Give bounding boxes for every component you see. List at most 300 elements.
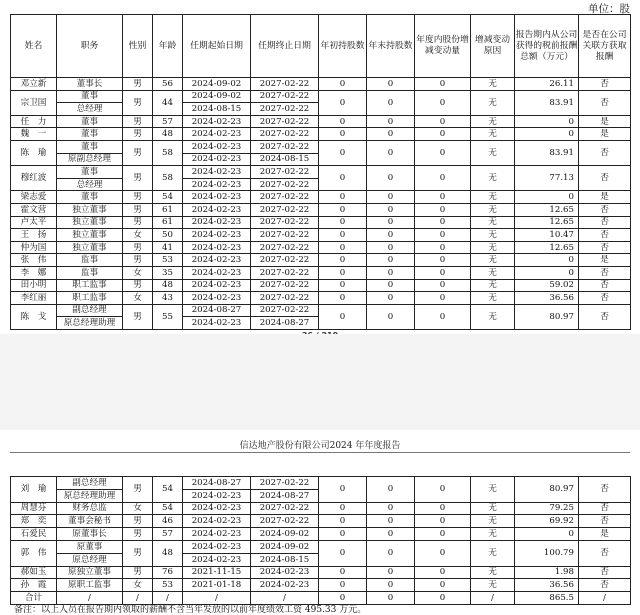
pay-amount-cell: 12.65 <box>515 216 579 229</box>
start-shares-cell: 0 <box>319 304 367 329</box>
pay-amount-cell: 100.79 <box>515 540 579 566</box>
term-start-date: 2024-09-02 <box>183 90 251 103</box>
term-end-date: 2027-02-22 <box>251 216 319 229</box>
person-name: 霍文营 <box>11 203 57 216</box>
role-title: 董事 <box>57 140 123 153</box>
sex-cell: 男 <box>123 254 153 267</box>
share-change-cell: 0 <box>415 128 471 141</box>
age-cell: 46 <box>153 515 183 528</box>
share-change-cell: 0 <box>415 90 471 115</box>
total-start-shares: 0 <box>319 592 367 605</box>
role-title: 监事 <box>57 266 123 279</box>
term-start-date: 2024-08-27 <box>183 304 251 317</box>
term-start-date: 2024-02-23 <box>183 128 251 141</box>
sex-cell: 男 <box>123 515 153 528</box>
change-reason-cell: 无 <box>471 216 515 229</box>
table-row <box>11 292 631 305</box>
table-header-row <box>11 15 631 78</box>
pay-amount-cell: 10.47 <box>515 229 579 242</box>
term-end-date: 2027-02-22 <box>251 304 319 317</box>
change-reason-cell: 无 <box>471 166 515 191</box>
table-row <box>11 540 631 553</box>
start-shares-cell: 0 <box>319 216 367 229</box>
sex-cell: 女 <box>123 502 153 515</box>
footnote: 备注：以上人员在报告期内领取的薪酬不含当年发放的以前年度绩效工资 495.33 万元。 <box>14 605 367 615</box>
term-start-date: 2024-08-15 <box>183 103 251 116</box>
start-shares-cell: 0 <box>319 502 367 515</box>
header-name: 姓名 <box>11 15 57 78</box>
term-end-date: 2024-08-27 <box>251 489 319 502</box>
table-row <box>11 254 631 267</box>
table-row <box>11 241 631 254</box>
table-row <box>11 528 631 541</box>
term-end-date: 2027-02-22 <box>251 279 319 292</box>
change-reason-cell: 无 <box>471 78 515 91</box>
end-shares-cell: 0 <box>367 515 415 528</box>
pay-amount-cell: 36.56 <box>515 579 579 592</box>
role-title: 独立董事 <box>57 229 123 242</box>
start-shares-cell: 0 <box>319 579 367 592</box>
term-end-date: 2027-02-22 <box>251 90 319 103</box>
term-end-date: 2024-09-02 <box>251 540 319 553</box>
role-title: 总经理 <box>57 178 123 191</box>
start-shares-cell: 0 <box>319 292 367 305</box>
header-age: 年龄 <box>153 15 183 78</box>
term-end-date: 2027-02-22 <box>251 78 319 91</box>
age-cell: 41 <box>153 241 183 254</box>
share-change-cell: 0 <box>415 254 471 267</box>
related-pay-cell: 否 <box>579 566 631 579</box>
term-end-date: 2024-08-15 <box>251 153 319 166</box>
header-title: 职务 <box>57 15 123 78</box>
related-pay-cell: 否 <box>579 166 631 191</box>
pay-amount-cell: 83.91 <box>515 90 579 115</box>
end-shares-cell: 0 <box>367 292 415 305</box>
related-pay-cell: 否 <box>579 229 631 242</box>
sex-cell: 男 <box>123 203 153 216</box>
start-shares-cell: 0 <box>319 528 367 541</box>
change-reason-cell: 无 <box>471 502 515 515</box>
share-change-cell: 0 <box>415 203 471 216</box>
unit-label: 单位：股 <box>588 3 630 15</box>
related-pay-cell: 是 <box>579 254 631 267</box>
related-pay-cell: 否 <box>579 216 631 229</box>
change-reason-cell: 无 <box>471 266 515 279</box>
age-cell: 55 <box>153 304 183 329</box>
total-share-change: 0 <box>415 592 471 605</box>
change-reason-cell: 无 <box>471 579 515 592</box>
term-end-date: 2027-02-22 <box>251 103 319 116</box>
start-shares-cell: 0 <box>319 203 367 216</box>
sex-cell: 男 <box>123 140 153 165</box>
table-row <box>11 166 631 179</box>
change-reason-cell: 无 <box>471 566 515 579</box>
table-row <box>11 140 631 153</box>
person-name: 任 力 <box>11 115 57 128</box>
age-cell: 54 <box>153 477 183 503</box>
role-title: 财务总监 <box>57 502 123 515</box>
term-end-date: 2027-02-22 <box>251 140 319 153</box>
header-sex: 性别 <box>123 15 153 78</box>
related-pay-cell: 否 <box>579 140 631 165</box>
change-reason-cell: 无 <box>471 304 515 329</box>
total-term-start-placeholder: / <box>183 592 251 605</box>
related-pay-cell: 否 <box>579 90 631 115</box>
share-change-cell: 0 <box>415 241 471 254</box>
sex-cell: 男 <box>123 477 153 503</box>
pay-amount-cell: 80.97 <box>515 304 579 329</box>
related-pay-cell: 否 <box>579 477 631 503</box>
table-row <box>11 579 631 592</box>
header-term-start: 任期起始日期 <box>183 15 251 78</box>
term-end-date: 2027-02-22 <box>251 292 319 305</box>
role-title: 董事 <box>57 166 123 179</box>
share-change-cell: 0 <box>415 140 471 165</box>
related-pay-cell: 是 <box>579 528 631 541</box>
sex-cell: 男 <box>123 279 153 292</box>
header-end-shares: 年末持股数 <box>367 15 415 78</box>
age-cell: 61 <box>153 203 183 216</box>
header-share-change: 年度内股份增减变动量 <box>415 15 471 78</box>
person-name: 邓立新 <box>11 78 57 91</box>
age-cell: 35 <box>153 266 183 279</box>
related-pay-cell: 是 <box>579 115 631 128</box>
end-shares-cell: 0 <box>367 229 415 242</box>
change-reason-cell: 无 <box>471 191 515 204</box>
start-shares-cell: 0 <box>319 128 367 141</box>
role-title: 独立董事 <box>57 203 123 216</box>
table-row <box>11 78 631 91</box>
person-name: 穆红波 <box>11 166 57 191</box>
term-start-date: 2024-02-23 <box>183 279 251 292</box>
header-term-end: 任期终止日期 <box>251 15 319 78</box>
term-start-date: 2024-02-23 <box>183 317 251 330</box>
pay-amount-cell: 77.13 <box>515 166 579 191</box>
table-row <box>11 279 631 292</box>
sex-cell: 男 <box>123 528 153 541</box>
running-head: 信达地产股份有限公司2024 年年度报告 <box>239 441 401 451</box>
end-shares-cell: 0 <box>367 216 415 229</box>
pay-amount-cell: 0 <box>515 191 579 204</box>
term-start-date: 2024-02-23 <box>183 502 251 515</box>
share-change-cell: 0 <box>415 191 471 204</box>
role-title: 原副总经理 <box>57 153 123 166</box>
change-reason-cell: 无 <box>471 279 515 292</box>
table-row <box>11 216 631 229</box>
related-pay-cell: 是 <box>579 128 631 141</box>
header-start-shares: 年初持股数 <box>319 15 367 78</box>
end-shares-cell: 0 <box>367 279 415 292</box>
role-title: 董事 <box>57 128 123 141</box>
term-start-date: 2024-02-23 <box>183 489 251 502</box>
end-shares-cell: 0 <box>367 203 415 216</box>
change-reason-cell: 无 <box>471 241 515 254</box>
term-start-date: 2024-02-23 <box>183 229 251 242</box>
start-shares-cell: 0 <box>319 254 367 267</box>
pay-amount-cell: 36.56 <box>515 292 579 305</box>
age-cell: 53 <box>153 579 183 592</box>
related-pay-cell: 否 <box>579 279 631 292</box>
table-row <box>11 191 631 204</box>
age-cell: 76 <box>153 566 183 579</box>
pay-amount-cell: 1.98 <box>515 566 579 579</box>
related-pay-cell: 否 <box>579 78 631 91</box>
related-pay-cell: 否 <box>579 292 631 305</box>
sex-cell: 男 <box>123 128 153 141</box>
share-change-cell: 0 <box>415 528 471 541</box>
share-change-cell: 0 <box>415 579 471 592</box>
term-end-date: 2024-08-27 <box>251 317 319 330</box>
term-end-date: 2027-02-22 <box>251 266 319 279</box>
sex-cell: 男 <box>123 191 153 204</box>
pay-amount-cell: 80.97 <box>515 477 579 503</box>
person-name: 周慧芬 <box>11 502 57 515</box>
role-title: 监事 <box>57 254 123 267</box>
role-title: 董事 <box>57 90 123 103</box>
role-title: 总经理 <box>57 103 123 116</box>
term-start-date: 2024-09-02 <box>183 78 251 91</box>
share-change-cell: 0 <box>415 566 471 579</box>
age-cell: 57 <box>153 115 183 128</box>
compensation-table-part2 <box>10 476 631 605</box>
start-shares-cell: 0 <box>319 477 367 503</box>
role-title: 职工监事 <box>57 292 123 305</box>
term-end-date: 2027-02-22 <box>251 502 319 515</box>
role-title: 独立董事 <box>57 241 123 254</box>
role-title: 董事会秘书 <box>57 515 123 528</box>
change-reason-cell: 无 <box>471 477 515 503</box>
share-change-cell: 0 <box>415 78 471 91</box>
change-reason-cell: 无 <box>471 292 515 305</box>
role-title: 原董事 <box>57 540 123 553</box>
table-row <box>11 304 631 317</box>
sex-cell: 男 <box>123 540 153 566</box>
age-cell: 48 <box>153 540 183 566</box>
role-title: 原独立董事 <box>57 566 123 579</box>
start-shares-cell: 0 <box>319 266 367 279</box>
term-end-date: 2024-02-23 <box>251 579 319 592</box>
sex-cell: 女 <box>123 579 153 592</box>
term-start-date: 2024-02-23 <box>183 191 251 204</box>
running-head-divider <box>10 452 630 453</box>
end-shares-cell: 0 <box>367 566 415 579</box>
person-name: 王 扬 <box>11 229 57 242</box>
term-start-date: 2024-02-23 <box>183 216 251 229</box>
header-related-pay: 是否在公司关联方获取报酬 <box>579 15 631 78</box>
sex-cell: 女 <box>123 229 153 242</box>
term-start-date: 2024-02-23 <box>183 515 251 528</box>
start-shares-cell: 0 <box>319 229 367 242</box>
end-shares-cell: 0 <box>367 166 415 191</box>
term-start-date: 2024-02-23 <box>183 540 251 553</box>
share-change-cell: 0 <box>415 515 471 528</box>
pay-amount-cell: 0 <box>515 254 579 267</box>
pay-amount-cell: 83.91 <box>515 140 579 165</box>
table-row <box>11 128 631 141</box>
sex-cell: 男 <box>123 566 153 579</box>
sex-cell: 男 <box>123 216 153 229</box>
related-pay-cell: 否 <box>579 203 631 216</box>
term-start-date: 2024-02-23 <box>183 115 251 128</box>
end-shares-cell: 0 <box>367 540 415 566</box>
start-shares-cell: 0 <box>319 540 367 566</box>
table-row <box>11 266 631 279</box>
table-row <box>11 566 631 579</box>
sex-cell: 女 <box>123 266 153 279</box>
change-reason-cell: 无 <box>471 140 515 165</box>
term-end-date: 2024-02-23 <box>251 566 319 579</box>
age-cell: 57 <box>153 528 183 541</box>
sex-cell: 男 <box>123 115 153 128</box>
age-cell: 54 <box>153 502 183 515</box>
term-start-date: 2021-11-15 <box>183 566 251 579</box>
change-reason-cell: 无 <box>471 203 515 216</box>
term-end-date: 2027-02-22 <box>251 178 319 191</box>
sex-cell: 男 <box>123 78 153 91</box>
pay-amount-cell: 0 <box>515 528 579 541</box>
share-change-cell: 0 <box>415 292 471 305</box>
person-name: 宗卫国 <box>11 90 57 115</box>
share-change-cell: 0 <box>415 115 471 128</box>
role-title: 原董事长 <box>57 528 123 541</box>
person-name: 李红丽 <box>11 292 57 305</box>
end-shares-cell: 0 <box>367 90 415 115</box>
sex-cell: 男 <box>123 90 153 115</box>
person-name: 郭 伟 <box>11 540 57 566</box>
change-reason-cell: 无 <box>471 115 515 128</box>
total-end-shares: 0 <box>367 592 415 605</box>
end-shares-cell: 0 <box>367 266 415 279</box>
person-name: 陈 瑜 <box>11 140 57 165</box>
share-change-cell: 0 <box>415 304 471 329</box>
share-change-cell: 0 <box>415 266 471 279</box>
term-start-date: 2024-02-23 <box>183 140 251 153</box>
related-pay-cell: 否 <box>579 502 631 515</box>
header-change-reason: 增减变动原因 <box>471 15 515 78</box>
total-pay: 865.5 <box>515 592 579 605</box>
person-name: 李 娜 <box>11 266 57 279</box>
end-shares-cell: 0 <box>367 140 415 165</box>
related-pay-cell: 否 <box>579 515 631 528</box>
age-cell: 50 <box>153 229 183 242</box>
related-pay-cell: 否 <box>579 304 631 329</box>
change-reason-cell: 无 <box>471 528 515 541</box>
age-cell: 53 <box>153 254 183 267</box>
end-shares-cell: 0 <box>367 254 415 267</box>
role-title: 职工监事 <box>57 279 123 292</box>
age-cell: 58 <box>153 166 183 191</box>
total-reason-placeholder: / <box>471 592 515 605</box>
end-shares-cell: 0 <box>367 128 415 141</box>
person-name: 梁志爱 <box>11 191 57 204</box>
role-title: 原总经理助理 <box>57 317 123 330</box>
term-start-date: 2024-02-23 <box>183 153 251 166</box>
table-row <box>11 502 631 515</box>
role-title: 原职工监事 <box>57 579 123 592</box>
term-end-date: 2027-02-22 <box>251 515 319 528</box>
change-reason-cell: 无 <box>471 229 515 242</box>
term-start-date: 2024-02-23 <box>183 292 251 305</box>
term-start-date: 2024-08-27 <box>183 477 251 490</box>
role-title: 董事 <box>57 115 123 128</box>
share-change-cell: 0 <box>415 166 471 191</box>
term-end-date: 2027-02-22 <box>251 128 319 141</box>
pay-amount-cell: 0 <box>515 266 579 279</box>
compensation-table-part1 <box>10 14 631 330</box>
term-end-date: 2027-02-22 <box>251 229 319 242</box>
total-related-placeholder: / <box>579 592 631 605</box>
table-row <box>11 515 631 528</box>
age-cell: 48 <box>153 279 183 292</box>
total-term-end-placeholder: / <box>251 592 319 605</box>
role-title: 原总经理 <box>57 553 123 566</box>
pay-amount-cell: 0 <box>515 115 579 128</box>
end-shares-cell: 0 <box>367 241 415 254</box>
term-start-date: 2024-02-23 <box>183 266 251 279</box>
page-break <box>0 334 640 430</box>
table-row <box>11 229 631 242</box>
age-cell: 43 <box>153 292 183 305</box>
term-end-date: 2024-09-02 <box>251 528 319 541</box>
age-cell: 54 <box>153 191 183 204</box>
share-change-cell: 0 <box>415 502 471 515</box>
role-title: 董事长 <box>57 78 123 91</box>
total-label: 合计 <box>11 592 57 605</box>
pay-amount-cell: 59.02 <box>515 279 579 292</box>
pay-amount-cell: 69.92 <box>515 515 579 528</box>
sex-cell: 男 <box>123 304 153 329</box>
pay-amount-cell: 12.65 <box>515 203 579 216</box>
change-reason-cell: 无 <box>471 254 515 267</box>
role-title: 董事 <box>57 191 123 204</box>
role-title: 副总经理 <box>57 477 123 490</box>
change-reason-cell: 无 <box>471 515 515 528</box>
age-cell: 58 <box>153 140 183 165</box>
end-shares-cell: 0 <box>367 191 415 204</box>
role-title: 副总经理 <box>57 304 123 317</box>
term-start-date: 2021-01-18 <box>183 579 251 592</box>
start-shares-cell: 0 <box>319 515 367 528</box>
start-shares-cell: 0 <box>319 241 367 254</box>
age-cell: 44 <box>153 90 183 115</box>
end-shares-cell: 0 <box>367 528 415 541</box>
share-change-cell: 0 <box>415 279 471 292</box>
sex-cell: 男 <box>123 241 153 254</box>
term-start-date: 2024-02-23 <box>183 166 251 179</box>
total-role-placeholder: / <box>57 592 123 605</box>
related-pay-cell: 否 <box>579 540 631 566</box>
table-row <box>11 203 631 216</box>
role-title: 独立董事 <box>57 216 123 229</box>
person-name: 仲为国 <box>11 241 57 254</box>
term-start-date: 2024-02-23 <box>183 254 251 267</box>
term-end-date: 2027-02-22 <box>251 166 319 179</box>
role-title: 原总经理助理 <box>57 489 123 502</box>
term-end-date: 2027-02-22 <box>251 203 319 216</box>
person-name: 孙 霞 <box>11 579 57 592</box>
term-end-date: 2027-02-22 <box>251 477 319 490</box>
person-name: 卢太平 <box>11 216 57 229</box>
sex-cell: 女 <box>123 292 153 305</box>
start-shares-cell: 0 <box>319 279 367 292</box>
person-name: 郝如玉 <box>11 566 57 579</box>
term-start-date: 2024-02-23 <box>183 553 251 566</box>
start-shares-cell: 0 <box>319 566 367 579</box>
start-shares-cell: 0 <box>319 140 367 165</box>
age-cell: 48 <box>153 128 183 141</box>
related-pay-cell: 否 <box>579 579 631 592</box>
term-end-date: 2027-02-22 <box>251 241 319 254</box>
